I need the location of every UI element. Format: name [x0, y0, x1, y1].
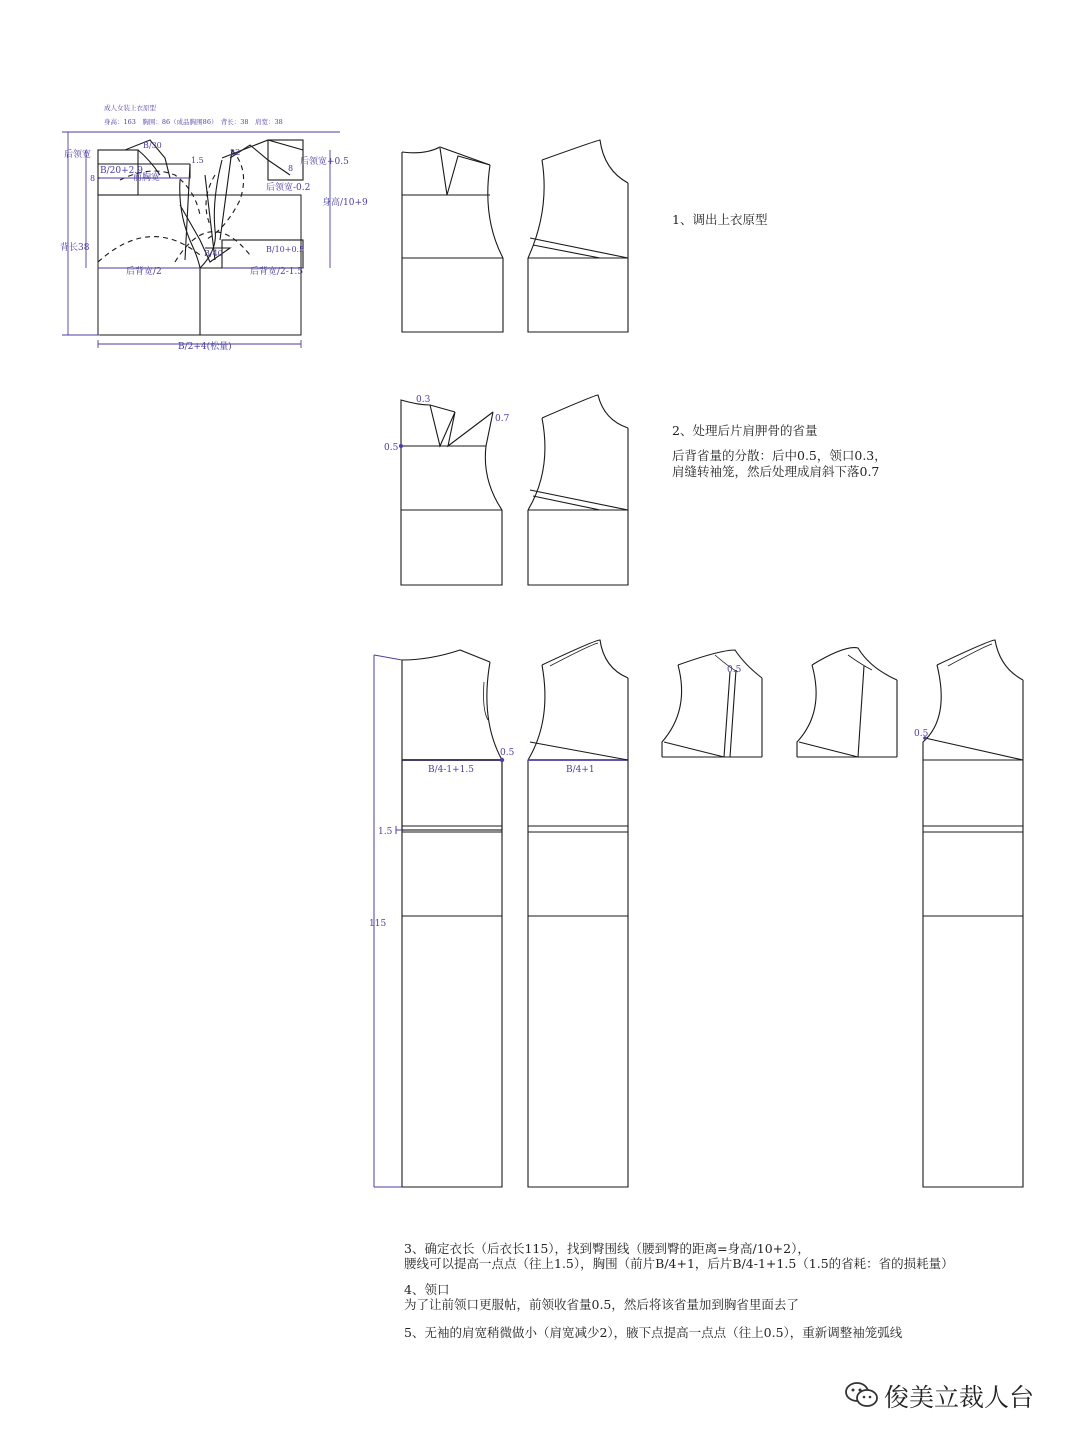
ref-label-b10: B/10+0.5 [266, 245, 305, 254]
step1-front-bodice [528, 140, 628, 332]
step3-back-dress [402, 650, 502, 1187]
ref-title: 成人女装上衣原型 [104, 104, 156, 112]
step5-label-armhole: 0.5 [914, 729, 929, 739]
ref-label-back-length: 背长38 [60, 243, 90, 253]
ref-label-1-5: 1.5 [191, 156, 204, 165]
step2-title: 2、处理后片肩胛骨的省量 [672, 423, 818, 438]
step2-label-center: 0.5 [384, 443, 399, 453]
ref-label-back-width: 后背宽/2 [126, 267, 162, 277]
ref-label-bust-total: B/2+4(松量) [178, 342, 232, 352]
ref-label-b30: B/30 [143, 141, 162, 150]
ref-label-height: 身高/10+9 [322, 198, 368, 208]
ref-measurements: 身高：163 胸围：86（成品胸围86） 背长：38 肩宽：38 [104, 118, 283, 126]
ref-label-8b: 8 [288, 164, 294, 173]
ref-label-back-width-b: 后背宽/2-1.5 [250, 267, 304, 277]
ref-label-22: 22 [230, 148, 241, 157]
step4-text: 为了让前领口更服帖，前领收省量0.5，然后将该省量加到胸省里面去了 [404, 1297, 799, 1312]
step4-label-neck-dart: 0.5 [727, 665, 742, 675]
ref-label-neck-plus: 后领宽+0.5 [300, 157, 349, 167]
ref-label-8: 8 [90, 174, 96, 183]
step4-neck-piece-a [662, 650, 762, 757]
ref-label-neck-minus: 后领宽-0.2 [266, 183, 311, 193]
ref-label-back-neck: 后领宽 [64, 150, 92, 160]
step4-title: 4、领口 [404, 1282, 450, 1297]
step3-line2: 腰线可以提高一点点（往上1.5），胸围（前片B/4+1，后片B/4-1+1.5（1.5的省耗：省的损耗量） [404, 1256, 954, 1271]
step3-label-length: 115 [369, 919, 387, 929]
step2-back-bodice [401, 400, 502, 585]
ref-label-front-chest: 前胸宽 [133, 173, 161, 183]
step3-label-back-bust: B/4-1+1.5 [428, 765, 474, 775]
step3-line1: 3、确定衣长（后衣长115），找到臀围线（腰到臀的距离=身高/10+2）， [404, 1241, 810, 1256]
step2-line2: 肩缝转袖笼，然后处理成肩斜下落0.7 [672, 464, 880, 479]
ref-label-b40: B/40 [204, 249, 223, 258]
step5-front-dress [923, 640, 1023, 1187]
step3-label-armhole: 0.5 [500, 748, 515, 758]
step1-back-bodice [402, 147, 503, 332]
step3-front-dress [528, 640, 628, 1187]
step2-front-bodice [528, 395, 628, 585]
step4-neck-piece-b [797, 648, 897, 757]
step1-text: 1、调出上衣原型 [672, 212, 768, 227]
step5-text: 5、无袖的肩宽稍微做小（肩宽减少2），腋下点提高一点点（往上0.5），重新调整袖笼弧线 [404, 1325, 903, 1340]
step2-label-neck: 0.3 [416, 395, 431, 405]
step2-label-shoulder: 0.7 [495, 414, 510, 424]
ref-label-b20: B/20+2.9 [100, 166, 143, 176]
step3-label-waist-up: 1.5 [378, 827, 393, 837]
wechat-icon [844, 1380, 880, 1410]
watermark-text: 俊美立裁人台 [884, 1383, 1035, 1412]
step2-line1: 后背省量的分散：后中0.5，领口0.3， [672, 448, 887, 463]
step3-label-front-bust: B/4+1 [566, 765, 595, 775]
